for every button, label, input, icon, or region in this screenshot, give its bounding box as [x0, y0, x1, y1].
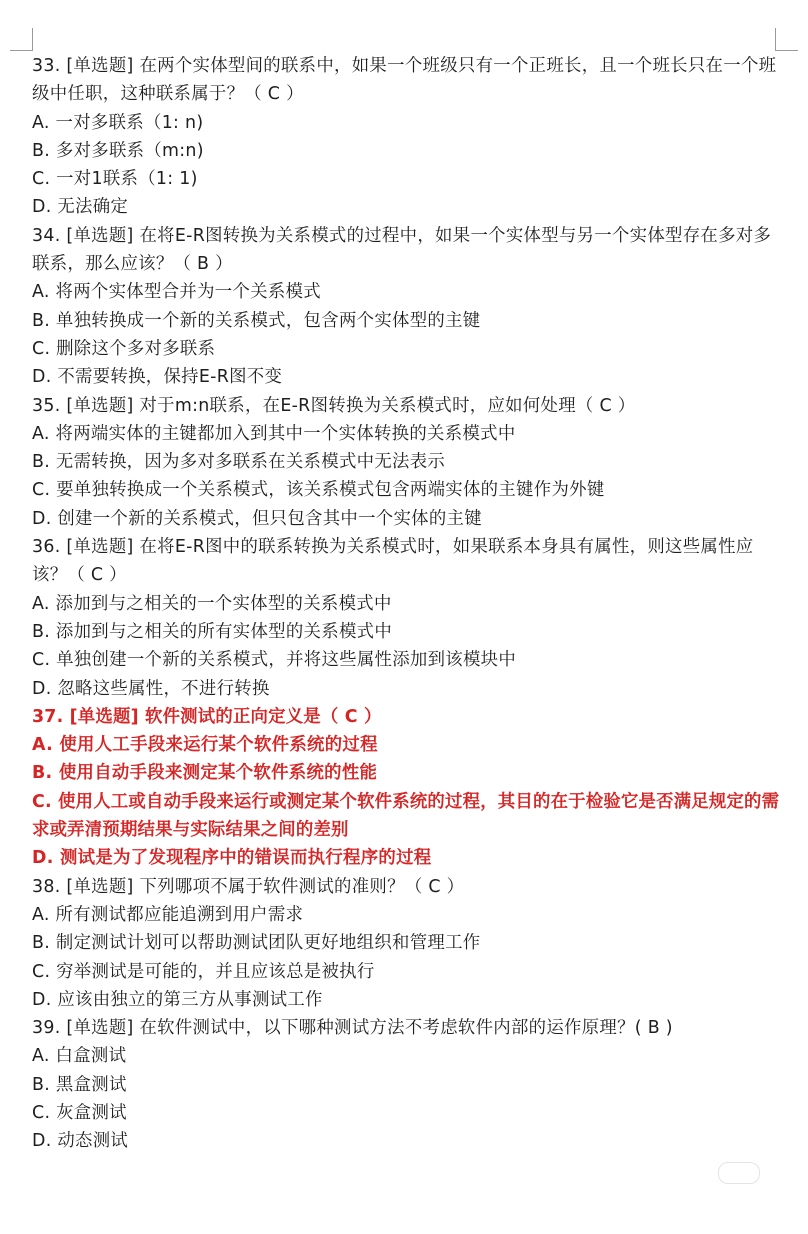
option-c: C. 一对1联系（1: 1) [32, 169, 198, 190]
option-d: D. 测试是为了发现程序中的错误而执行程序的过程 [32, 848, 432, 869]
option-a: A. 添加到与之相关的一个实体型的关系模式中 [32, 593, 392, 614]
option-d: D. 无法确定 [32, 197, 129, 218]
option-c: C. 单独创建一个新的关系模式，并将这些属性添加到该模块中 [32, 650, 517, 671]
option-b: B. 单独转换成一个新的关系模式，包含两个实体型的主键 [32, 310, 481, 331]
watermark-logo-icon [718, 1162, 760, 1184]
option-c: C. 要单独转换成一个关系模式，该关系模式包含两端实体的主键作为外键 [32, 480, 605, 501]
question-37-highlighted [32, 703, 792, 873]
option-d: D. 动态测试 [32, 1131, 129, 1152]
question-stem: 33. [单选题] 在两个实体型间的联系中，如果一个班级只有一个正班长，且一个班长只在一个班级中任职，这种联系属于？（ C ） [32, 56, 777, 105]
question-list [32, 52, 792, 1156]
option-d: D. 忽略这些属性，不进行转换 [32, 678, 270, 699]
question-stem: 34. [单选题] 在将E-R图转换为关系模式的过程中，如果一个实体型与另一个实体型存在多对多联系，那么应该？（ B ） [32, 225, 772, 275]
option-c: C. 删除这个多对多联系 [32, 338, 216, 359]
option-b: B. 制定测试计划可以帮助测试团队更好地组织和管理工作 [32, 933, 481, 954]
crop-mark-top-right [775, 28, 798, 51]
question-stem: 38. [单选题] 下列哪项不属于软件测试的准则？（ C ） [32, 876, 465, 897]
question-39 [32, 1014, 792, 1155]
option-c: C. 穷举测试是可能的，并且应该总是被执行 [32, 961, 375, 982]
option-a: A. 将两端实体的主键都加入到其中一个实体转换的关系模式中 [32, 423, 516, 444]
option-b: B. 无需转换，因为多对多联系在关系模式中无法表示 [32, 452, 446, 473]
question-34 [32, 222, 792, 392]
question-36 [32, 533, 792, 703]
question-stem: 36. [单选题] 在将E-R图中的联系转换为关系模式时，如果联系本身具有属性，则这些属性应该？（ C ） [32, 537, 754, 586]
question-38 [32, 873, 792, 1014]
option-a: A. 白盒测试 [32, 1046, 127, 1067]
crop-mark-top-left [10, 28, 33, 51]
question-stem: 39. [单选题] 在软件测试中，以下哪种测试方法不考虑软件内部的运作原理？( B ) [32, 1018, 673, 1039]
option-d: D. 不需要转换，保持E-R图不变 [32, 367, 283, 388]
option-d: D. 创建一个新的关系模式，但只包含其中一个实体的主键 [32, 508, 482, 529]
option-c: C. 灰盒测试 [32, 1102, 127, 1123]
question-stem: 35. [单选题] 对于m:n联系，在E-R图转换为关系模式时，应如何处理（ C ） [32, 395, 636, 416]
question-35 [32, 392, 792, 533]
option-b: B. 添加到与之相关的所有实体型的关系模式中 [32, 621, 393, 642]
question-33 [32, 52, 792, 222]
option-b: B. 黑盒测试 [32, 1074, 127, 1095]
option-c: C. 使用人工或自动手段来运行或测定某个软件系统的过程，其目的在于检验它是否满足规定的需求或弄清预期结果与实际结果之间的差别 [32, 791, 780, 841]
option-a: A. 所有测试都应能追溯到用户需求 [32, 904, 304, 925]
option-d: D. 应该由独立的第三方从事测试工作 [32, 989, 323, 1010]
option-b: B. 多对多联系（m:n) [32, 140, 204, 161]
question-stem: 37. [单选题] 软件测试的正向定义是（ C ） [32, 706, 382, 727]
option-b: B. 使用自动手段来测定某个软件系统的性能 [32, 763, 378, 784]
option-a: A. 使用人工手段来运行某个软件系统的过程 [32, 735, 378, 756]
option-a: A. 一对多联系（1: n) [32, 112, 204, 133]
option-a: A. 将两个实体型合并为一个关系模式 [32, 282, 321, 303]
